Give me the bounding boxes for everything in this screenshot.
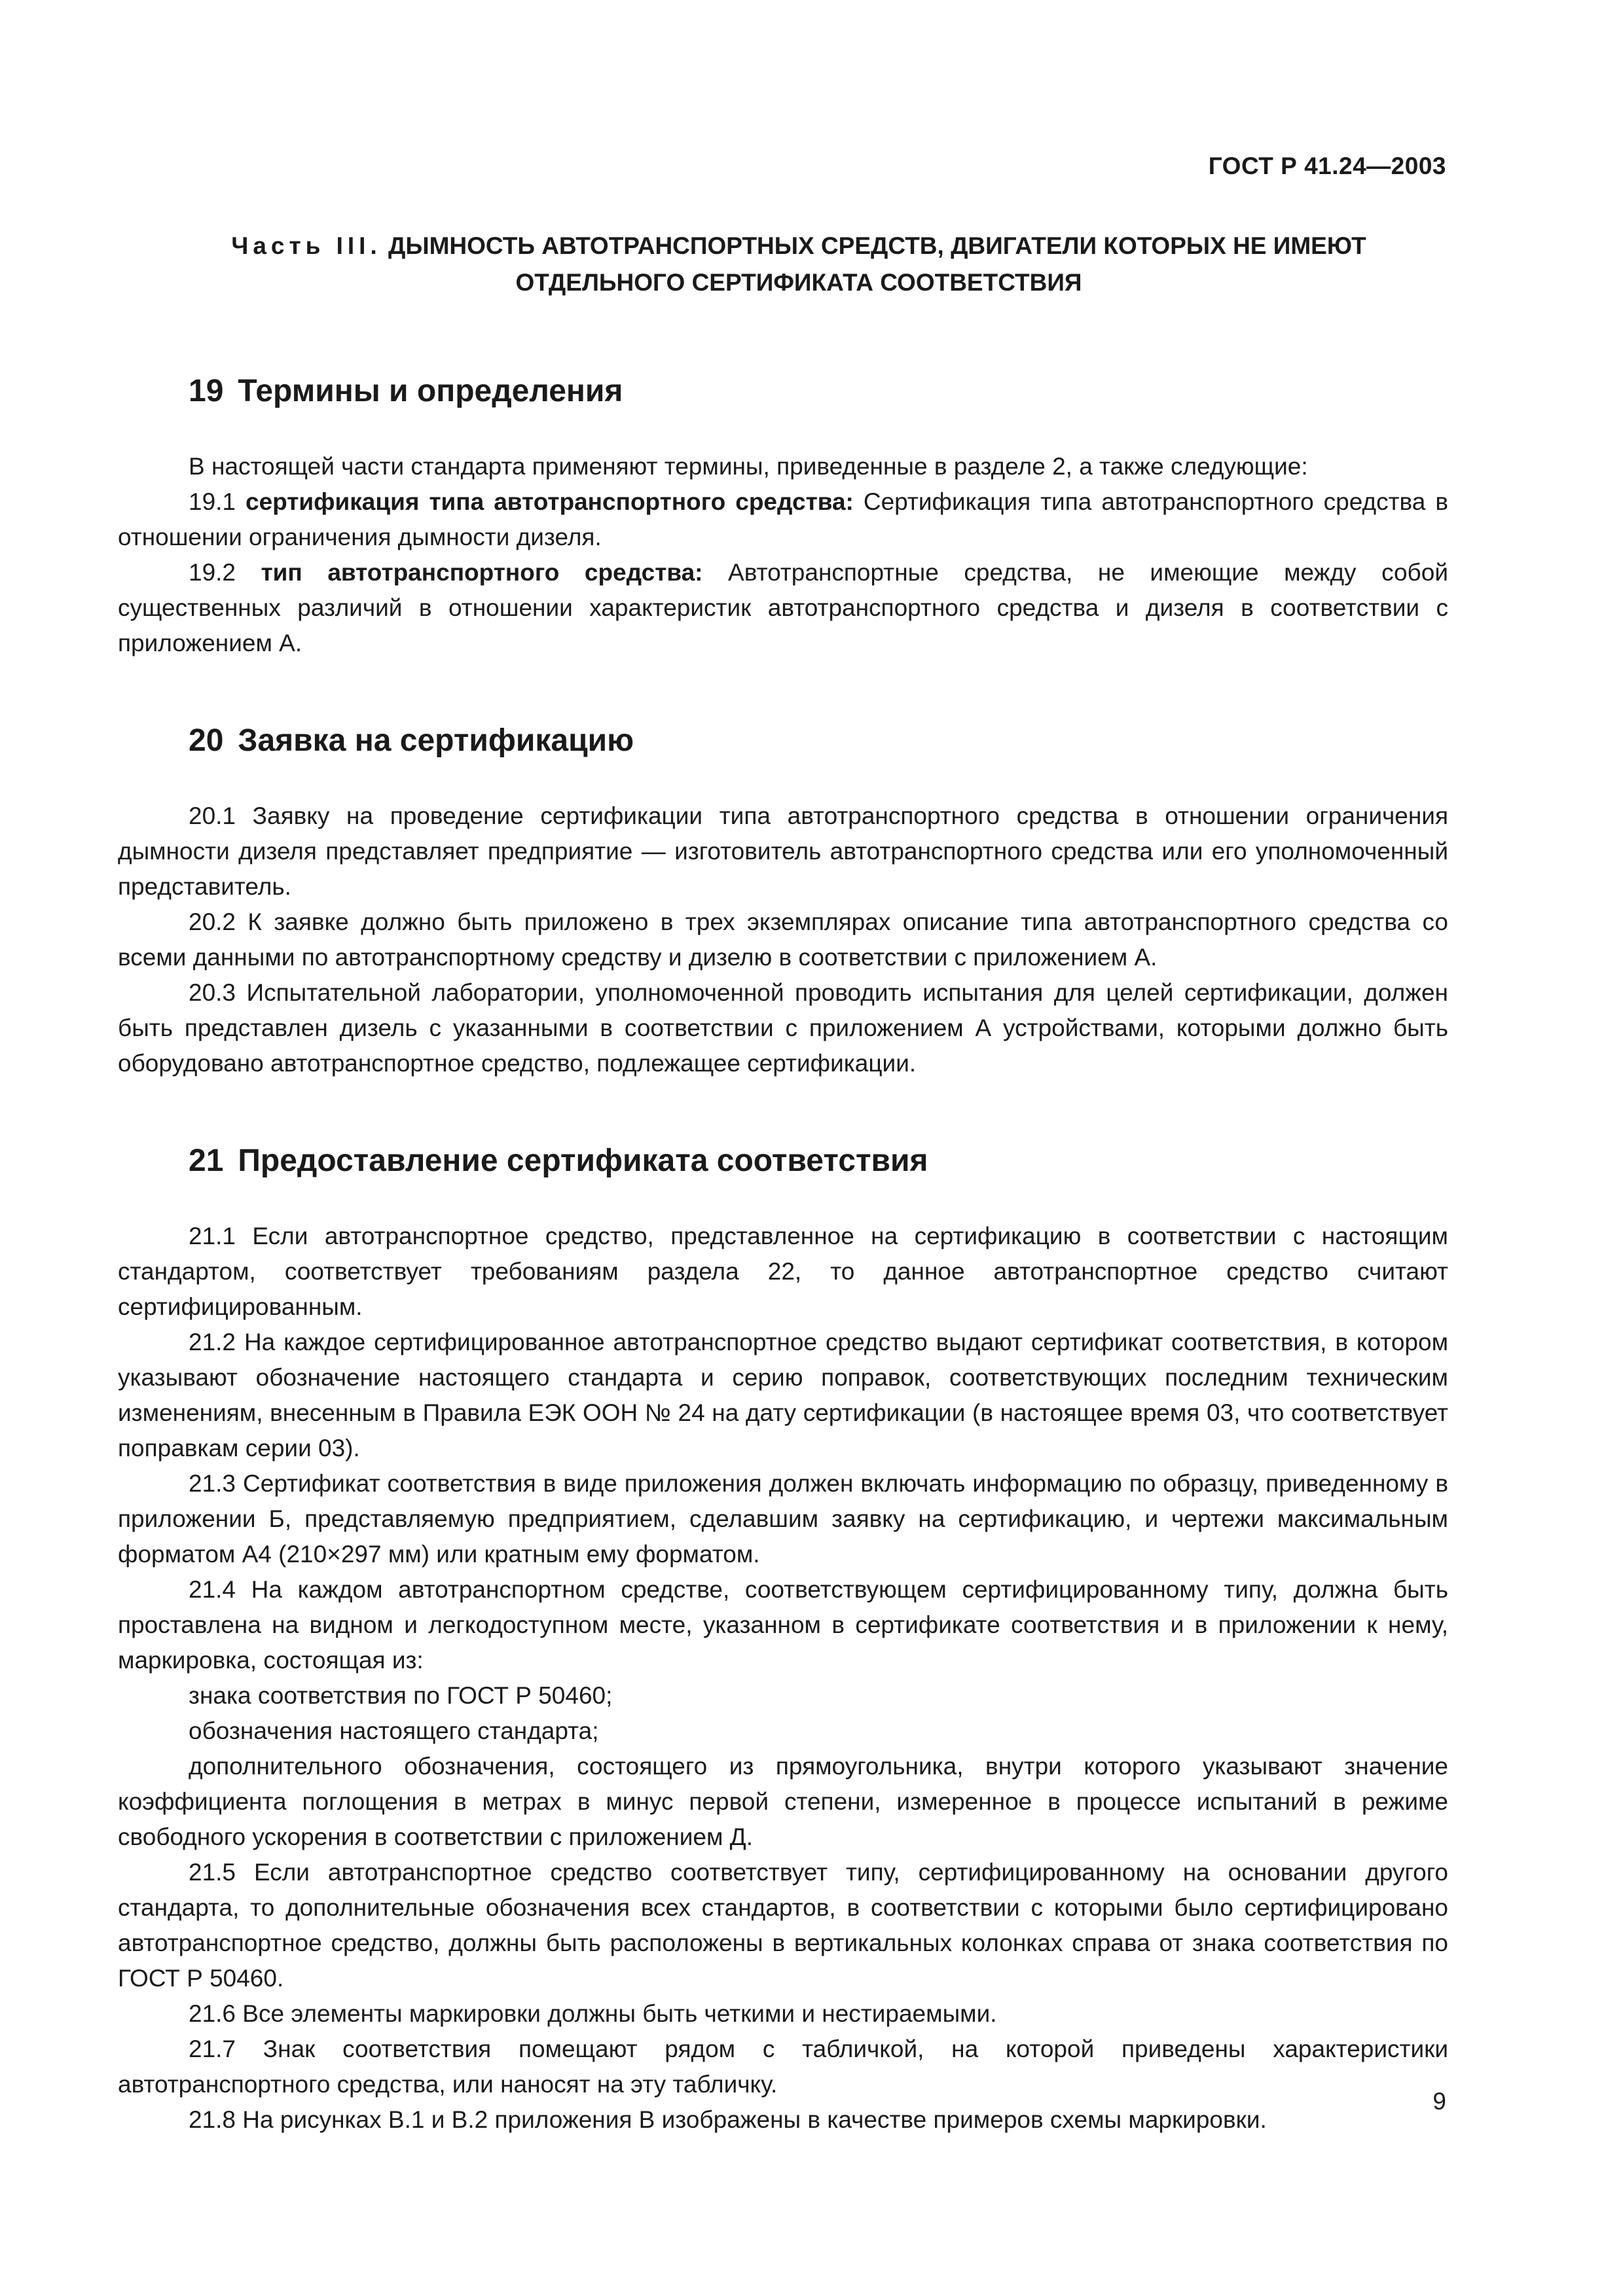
paragraph bbox=[118, 1855, 1448, 1996]
paragraph bbox=[118, 798, 1448, 905]
paragraph-text: Автотранспортные средства, не имеющие между собой существенных различий в отношении характеристик автотранспортного средства и дизеля в соответствии с приложением А. bbox=[118, 559, 1448, 656]
part-title bbox=[128, 228, 1470, 301]
section-21 bbox=[118, 1141, 1448, 2138]
term: тип автотранспортного средства: bbox=[261, 559, 703, 586]
part-label: Часть III. bbox=[231, 232, 382, 259]
list-item bbox=[118, 1713, 1448, 1749]
part-title-line1: ДЫМНОСТЬ АВТОТРАНСПОРТНЫХ СРЕДСТВ, ДВИГАТЕЛИ КОТОРЫХ НЕ ИМЕЮТ bbox=[388, 232, 1366, 259]
section-number: 20 bbox=[189, 723, 224, 758]
paragraph bbox=[118, 1466, 1448, 1572]
paragraph-text: Все элементы маркировки должны быть четкими и нестираемыми. bbox=[242, 2000, 997, 2027]
paragraph-number: 20.2 bbox=[189, 908, 236, 935]
paragraph bbox=[118, 905, 1448, 975]
section-number: 19 bbox=[189, 374, 224, 408]
paragraph-number: 19.1 bbox=[189, 488, 236, 515]
section-heading bbox=[189, 721, 1448, 761]
paragraph-number: 20.3 bbox=[189, 979, 236, 1006]
standard-designation: ГОСТ Р 41.24—2003 bbox=[1208, 152, 1446, 179]
paragraph-number: 19.2 bbox=[189, 559, 236, 586]
section-heading bbox=[189, 1141, 1448, 1181]
paragraph-text: знака соответствия по ГОСТ Р 50460; bbox=[189, 1682, 613, 1709]
paragraph-text: Сертификат соответствия в виде приложения должен включать информацию по образцу, приведенному в приложении Б, представляемую предприятием, сделавшим заявку на сертификацию, и чертежи максимальным форматом А4 (210×297 мм) или кратным ему форматом. bbox=[118, 1470, 1449, 1568]
paragraph bbox=[118, 975, 1448, 1081]
paragraph-text: На каждом автотранспортном средстве, соответствующем сертифицированному типу, должна быть проставлена на видном и легкодоступном месте, указанном в сертификате соответствия и в приложении к нему, маркировка, состоящая из: bbox=[118, 1576, 1449, 1674]
paragraph-text: дополнительного обозначения, состоящего из прямоугольника, внутри которого указывают значение коэффициента поглощения в метрах в минус первой степени, измеренное в процессе испытаний в режиме свободного ускорения в соответствии с приложением Д. bbox=[118, 1753, 1448, 1850]
paragraph-text: На каждое сертифицированное автотранспортное средство выдают сертификат соответствия, в котором указывают обозначение настоящего стандарта и серию поправок, соответствующих последним техническим изменениям, внесенным в Правила ЕЭК ООН № 24 на дату сертификации (в настоящее время 03, что соответствует поправкам серии 03). bbox=[118, 1329, 1449, 1462]
paragraph bbox=[118, 1219, 1448, 1325]
paragraph bbox=[118, 1996, 1448, 2032]
paragraph-text: Заявку на проведение сертификации типа автотранспортного средства в отношении ограничения дымности дизеля представляет предприятие — изготовитель автотранспортного средства или его уполномоченный представитель. bbox=[118, 802, 1448, 900]
paragraph-text: обозначения настоящего стандарта; bbox=[189, 1717, 599, 1744]
list-item bbox=[118, 1749, 1448, 1855]
paragraph bbox=[118, 555, 1448, 661]
term: сертификация типа автотранспортного средства: bbox=[246, 488, 854, 515]
section-title: Термины и определения bbox=[238, 374, 623, 408]
paragraph bbox=[118, 1572, 1448, 1678]
part-title-line2: ОТДЕЛЬНОГО СЕРТИФИКАТА СООТВЕТСТВИЯ bbox=[515, 269, 1082, 296]
paragraph bbox=[118, 2102, 1448, 2138]
list-item bbox=[118, 1678, 1448, 1713]
paragraph-number: 21.8 bbox=[189, 2106, 236, 2133]
paragraph-text: К заявке должно быть приложено в трех экземплярах описание типа автотранспортного средства со всеми данными по автотранспортному средству и дизелю в соответствии с приложением А. bbox=[118, 908, 1449, 971]
section-20 bbox=[118, 721, 1448, 1081]
paragraph bbox=[118, 1325, 1448, 1466]
paragraph-number: 21.2 bbox=[189, 1329, 236, 1355]
paragraph-number: 21.4 bbox=[189, 1576, 236, 1603]
section-heading bbox=[189, 372, 1448, 411]
paragraph-text: Испытательной лаборатории, уполномоченной проводить испытания для целей сертификации, должен быть представлен дизель с указанными в соответствии с приложением А устройствами, которыми должно быть оборудовано автотранспортное средство, подлежащее сертификации. bbox=[118, 979, 1448, 1077]
section-title: Заявка на сертификацию bbox=[238, 723, 634, 758]
paragraph-number: 21.6 bbox=[189, 2000, 236, 2027]
paragraph-text: Если автотранспортное средство, представленное на сертификацию в соответствии с настоящим стандартом, соответствует требованиям раздела 22, то данное автотранспортное средство считают сертифицированным. bbox=[118, 1223, 1448, 1320]
section-19 bbox=[118, 372, 1448, 661]
paragraph-text: На рисунках В.1 и В.2 приложения В изображены в качестве примеров схемы маркировки. bbox=[242, 2106, 1267, 2133]
paragraph-text: Знак соответствия помещают рядом с табличкой, на которой приведены характеристики автотранспортного средства, или наносят на эту табличку. bbox=[118, 2036, 1448, 2098]
document-body bbox=[118, 372, 1448, 2198]
page-number: 9 bbox=[1432, 2088, 1446, 2115]
paragraph-text: Сертификация типа автотранспортного средства в отношении ограничения дымности дизеля. bbox=[118, 488, 1449, 550]
paragraph bbox=[118, 449, 1448, 484]
section-number: 21 bbox=[189, 1143, 224, 1178]
paragraph-number: 20.1 bbox=[189, 802, 236, 829]
paragraph-number: 21.3 bbox=[189, 1470, 236, 1497]
section-title: Предоставление сертификата соответствия bbox=[238, 1143, 928, 1178]
paragraph-text: В настоящей части стандарта применяют термины, приведенные в разделе 2, а также следующие: bbox=[189, 453, 1308, 480]
paragraph-text: Если автотранспортное средство соответствует типу, сертифицированному на основании другого стандарта, то дополнительные обозначения всех стандартов, в соответствии с которыми было сертифицировано автотранспортное средство, должны быть расположены в вертикальных колонках справа от знака соответствия по ГОСТ Р 50460. bbox=[118, 1859, 1449, 1992]
paragraph bbox=[118, 2032, 1448, 2102]
paragraph-number: 21.7 bbox=[189, 2036, 236, 2062]
paragraph bbox=[118, 484, 1448, 555]
paragraph-number: 21.1 bbox=[189, 1223, 236, 1249]
paragraph-number: 21.5 bbox=[189, 1859, 236, 1886]
